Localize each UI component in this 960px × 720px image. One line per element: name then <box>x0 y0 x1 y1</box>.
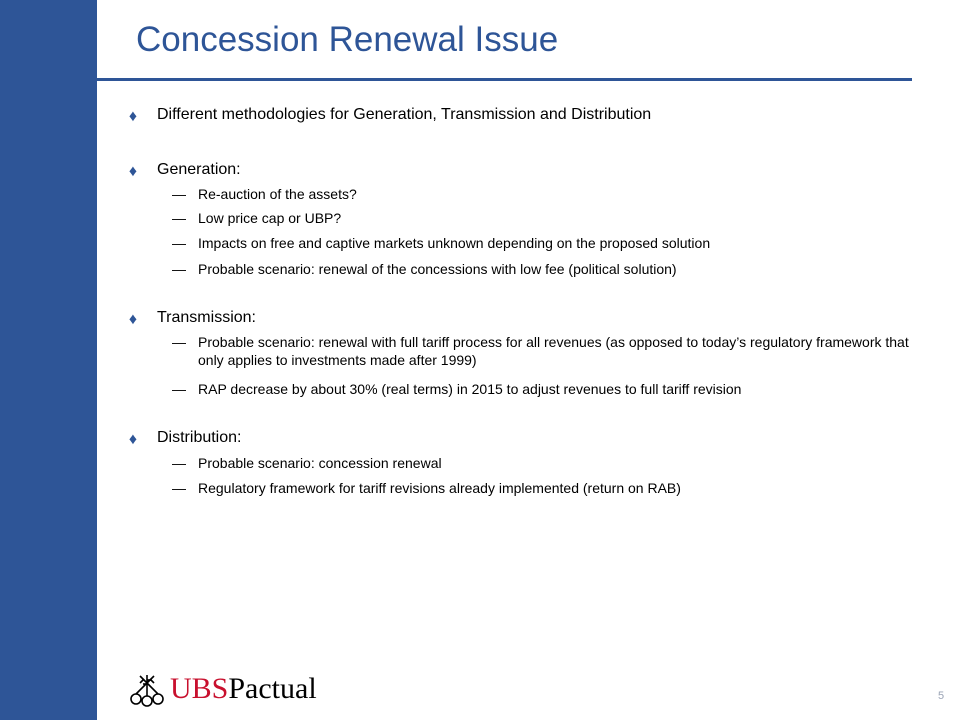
diamond-bullet-icon: ♦ <box>128 163 138 180</box>
dash-icon: — <box>172 334 186 350</box>
page-number: 5 <box>938 690 945 702</box>
diamond-bullet-icon: ♦ <box>128 108 138 125</box>
bullet-text: Generation: <box>157 161 241 178</box>
sub-item-text: Probable scenario: renewal of the concessions with low fee (political solution) <box>198 261 677 277</box>
bullet-text: Distribution: <box>157 429 242 446</box>
sub-item-text: Regulatory framework for tariff revisions already implemented (return on RAB) <box>198 480 681 496</box>
dash-icon: — <box>172 261 186 277</box>
slide-title: Concession Renewal Issue <box>136 20 559 59</box>
bullet-text: Transmission: <box>157 309 256 326</box>
sub-item-text: Impacts on free and captive markets unknown depending on the proposed solution <box>198 235 711 251</box>
sub-item-text: Re-auction of the assets? <box>198 186 357 202</box>
dash-icon: — <box>172 381 186 397</box>
dash-icon: — <box>172 210 186 226</box>
logo-wordmark <box>170 672 317 706</box>
dash-icon: — <box>172 455 186 471</box>
dash-icon: — <box>172 235 186 251</box>
diamond-bullet-icon: ♦ <box>128 431 138 448</box>
dash-icon: — <box>172 186 186 202</box>
three-keys-icon <box>128 672 166 708</box>
sub-item-text: Probable scenario: renewal with full tariff process for all revenues (as opposed to today’s regulatory framework that only applies to investments made after 1999) <box>198 334 909 368</box>
sub-item-text: Low price cap or UBP? <box>198 210 342 226</box>
diamond-bullet-icon: ♦ <box>128 311 138 328</box>
sub-item-text: RAP decrease by about 30% (real terms) in 2015 to adjust revenues to full tariff revision <box>198 381 742 397</box>
bullet-text: Different methodologies for Generation, Transmission and Distribution <box>157 106 652 123</box>
logo-brand: UBS <box>170 672 229 705</box>
sub-item-text: Probable scenario: concession renewal <box>198 455 442 471</box>
dash-icon: — <box>172 480 186 496</box>
logo-name: Pactual <box>228 672 317 705</box>
